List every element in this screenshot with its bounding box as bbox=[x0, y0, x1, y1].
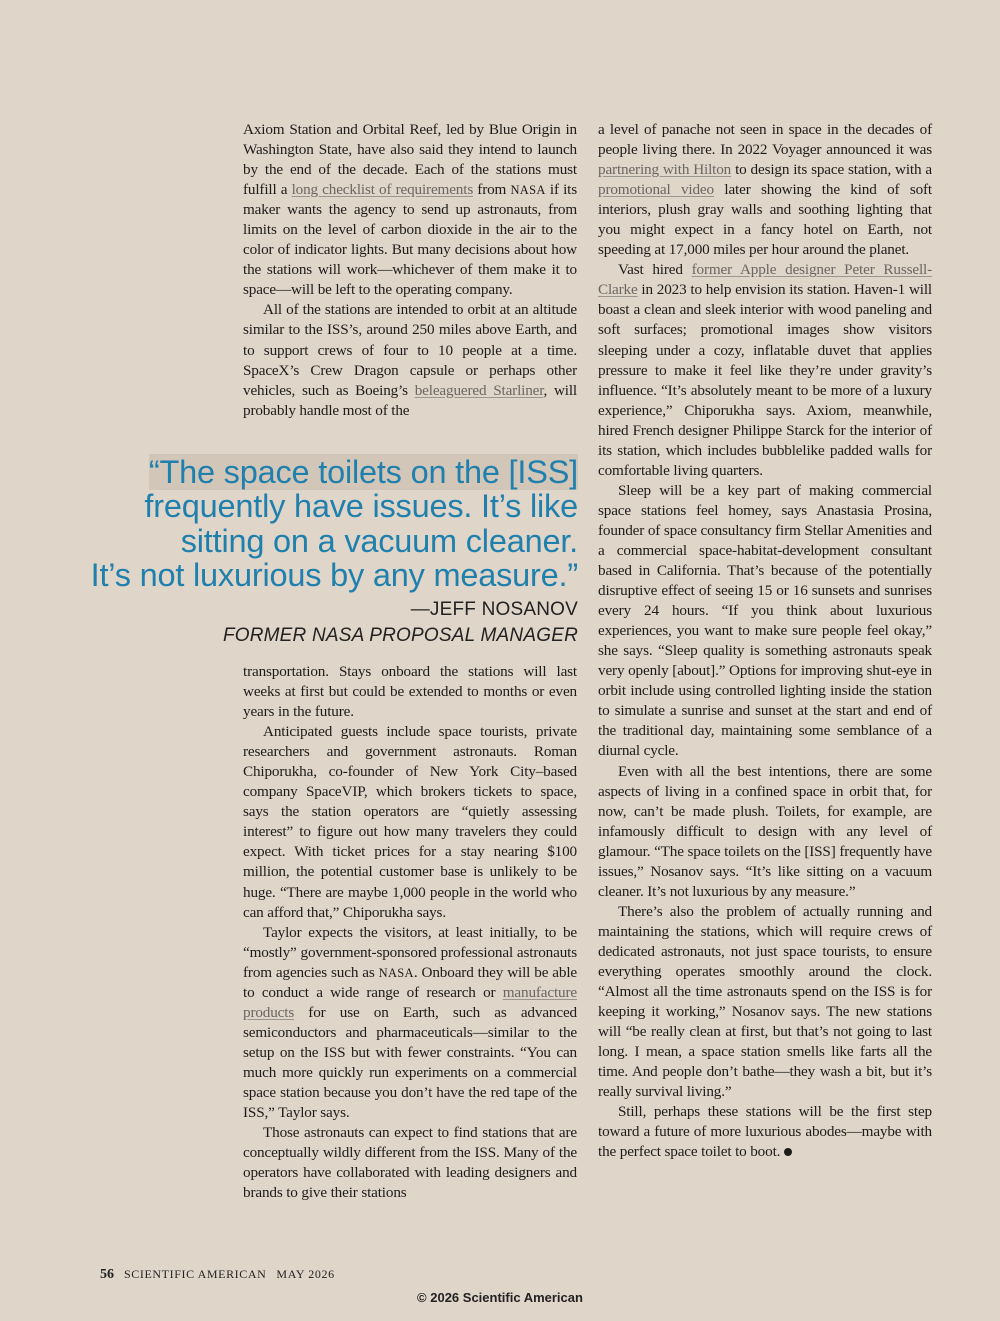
issue-date: MAY 2026 bbox=[276, 1267, 335, 1281]
page-folio bbox=[100, 1267, 335, 1283]
paragraph: transportation. Stays onboard the stations will last weeks at first but could be extended to months or even years in the future. bbox=[243, 663, 577, 721]
link-partnering-with-hilton[interactable]: partnering with Hilton bbox=[598, 161, 732, 179]
paragraph bbox=[598, 1102, 932, 1162]
pull-quote-attribution-role: FORMER NASA PROPOSAL MANAGER bbox=[222, 624, 578, 646]
paragraph bbox=[243, 923, 577, 1123]
copyright-notice: © 2026 Scientific American bbox=[417, 1290, 583, 1305]
text-run: , will probably handle most of the bbox=[243, 381, 577, 419]
text-run: . Onboard they will be able to conduct a wide range of research or bbox=[243, 963, 577, 1001]
pull-quote-line-2: frequently have issues. It’s like bbox=[144, 488, 578, 525]
paragraph bbox=[598, 260, 932, 481]
link-checklist-requirements[interactable]: long checklist of requirements bbox=[291, 181, 474, 199]
paragraph: Even with all the best intentions, there are some aspects of living in a confined space in orbit that, for now, can’t be made plush. Toilets, for example, are infamously difficult to design with any level of glamour. “The space toilets on the [ISS] frequently have issues,” Nosanov says. “It’s like sitting on a vacuum cleaner. It’s not luxurious by any measure.” bbox=[598, 762, 932, 900]
small-caps-text: NASA bbox=[378, 965, 414, 980]
text-run: to design its space station, with a bbox=[731, 161, 932, 179]
article-column-left-bottom bbox=[243, 662, 577, 1203]
text-run: from bbox=[473, 181, 511, 199]
article-column-right bbox=[598, 120, 932, 1162]
paragraph: Sleep will be a key part of making commercial space stations feel homey, says Anastasia Prosina, founder of space consultancy firm Stellar Amenities and a commercial space-habitat-development consultant based in California. That’s because of the potentially disruptive effect of seeing 15 or 16 sunsets and sunrises every 24 hours. “If you think about luxurious experiences, you want to make sure people feel okay,” she says. “Sleep quality is something astronauts speak very openly [about].” Options for improving shut-eye in orbit include using controlled lighting inside the station to simulate a sunrise and sunset at the start and end of the traditional day, maintaining some semblance of a diurnal cycle. bbox=[598, 481, 932, 760]
text-run: later showing the kind of soft interiors, plush gray walls and soothing lighting that you might expect in a fancy hotel on Earth, not speeding at 17,000 miles per hour around the planet. bbox=[598, 181, 933, 259]
end-of-article-icon bbox=[784, 1148, 792, 1156]
paragraph bbox=[243, 300, 577, 420]
link-beleaguered-starliner[interactable]: beleaguered Starliner bbox=[414, 381, 544, 399]
link-promotional-video[interactable]: promotional video bbox=[598, 181, 714, 199]
pull-quote-line-4: It’s not luxurious by any measure.” bbox=[90, 557, 578, 594]
pull-quote-text bbox=[58, 455, 578, 593]
text-run: Still, perhaps these stations will be the first step toward a future of more luxurious abodes—maybe with the perfect space toilet to boot. bbox=[598, 1103, 932, 1161]
text-run: All of the stations are intended to orbit at an altitude similar to the ISS’s, around 250 miles above Earth, and to support crews of four to 10 people at a time. SpaceX’s Crew Dragon capsule or perhaps other vehicles, such as Boeing’s bbox=[243, 301, 577, 399]
text-run: in 2023 to help envision its station. Haven-1 will boast a clean and sleek interior with wood paneling and soft surfaces; promotional images show visitors sleeping under a cozy, inflatable duvet that applies pressure to make it feel like they’re under gravity’s influence. “It’s absolutely meant to be more of a luxury experience,” Chiporukha says. Axiom, meanwhile, hired French designer Philippe Starck for the interior of its station, which includes bubblelike padded walls for comfortable living quarters. bbox=[598, 281, 932, 479]
text-run: Axiom Station and Orbital Reef, led by Blue Origin in Washington State, have also said they intend to launch by the end of the decade. Each of the stations must fulfill a bbox=[243, 121, 577, 199]
paragraph: Anticipated guests include space tourists, private researchers and government astronauts. Roman Chiporukha, co-founder of New York City–based company SpaceVIP, which brokers tickets to space, says the station operators are “quietly assessing interest” to figure out how many travelers they could expect. With ticket prices for a stay nearing $100 million, the potential customer base is unlikely to be huge. “There are maybe 1,000 people in the world who can afford that,” Chiporukha says. bbox=[243, 723, 577, 921]
paragraph: There’s also the problem of actually running and maintaining the stations, which will require crews of dedicated astronauts, not just space tourists, to ensure everything operates smoothly around the clock. “Almost all the time astronauts spend on the ISS is for keeping it working,” Nosanov says. The new stations will “be really clean at first, but that’s not going to last long. I mean, a space station smells like farts all the time. And people don’t bathe—they wash a bit, but it’s really survival living.” bbox=[598, 902, 932, 1101]
paragraph bbox=[243, 120, 577, 300]
text-run: a level of panache not seen in space in the decades of people living there. In 2022 Voyager announced it was bbox=[598, 121, 932, 159]
text-run: Vast hired bbox=[618, 261, 692, 279]
text-run: if its maker wants the agency to send up astronauts, from limits on the level of carbon dioxide in the air to the color of indicator lights. But many decisions about how the stations will work—whichever of them make it to space—will be left to the operating company. bbox=[243, 181, 577, 299]
text-run: for use on Earth, such as advanced semiconductors and pharmaceuticals—similar to the setup on the ISS but with fewer constraints. “You can much more quickly run experiments on a commercial space station because you don’t have the red tape of the ISS,” Taylor says. bbox=[243, 1003, 577, 1122]
pull-quote bbox=[58, 455, 578, 649]
page-number: 56 bbox=[100, 1267, 114, 1282]
paragraph: Those astronauts can expect to find stations that are conceptually wildly different from the ISS. Many of the operators have collaborated with leading designers and brands to give their stations bbox=[243, 1124, 577, 1202]
magazine-name: SCIENTIFIC AMERICAN bbox=[124, 1267, 267, 1281]
text-run: Taylor expects the visitors, at least initially, to be “mostly” government-sponsored professional astronauts from agencies such as bbox=[243, 923, 577, 981]
small-caps-text: NASA bbox=[510, 183, 546, 198]
paragraph bbox=[598, 120, 932, 260]
link-former-apple-designer[interactable]: former Apple designer Peter Russell-Clarke bbox=[598, 261, 932, 299]
pull-quote-attribution-name: —JEFF NOSANOV bbox=[410, 598, 578, 620]
link-manufacture-products[interactable]: manufacture products bbox=[243, 983, 577, 1021]
pull-quote-line-3: sitting on a vacuum cleaner. bbox=[180, 522, 578, 559]
pull-quote-line-1: “The space toilets on the [ISS] bbox=[148, 454, 578, 490]
article-column-left-top bbox=[243, 120, 577, 421]
